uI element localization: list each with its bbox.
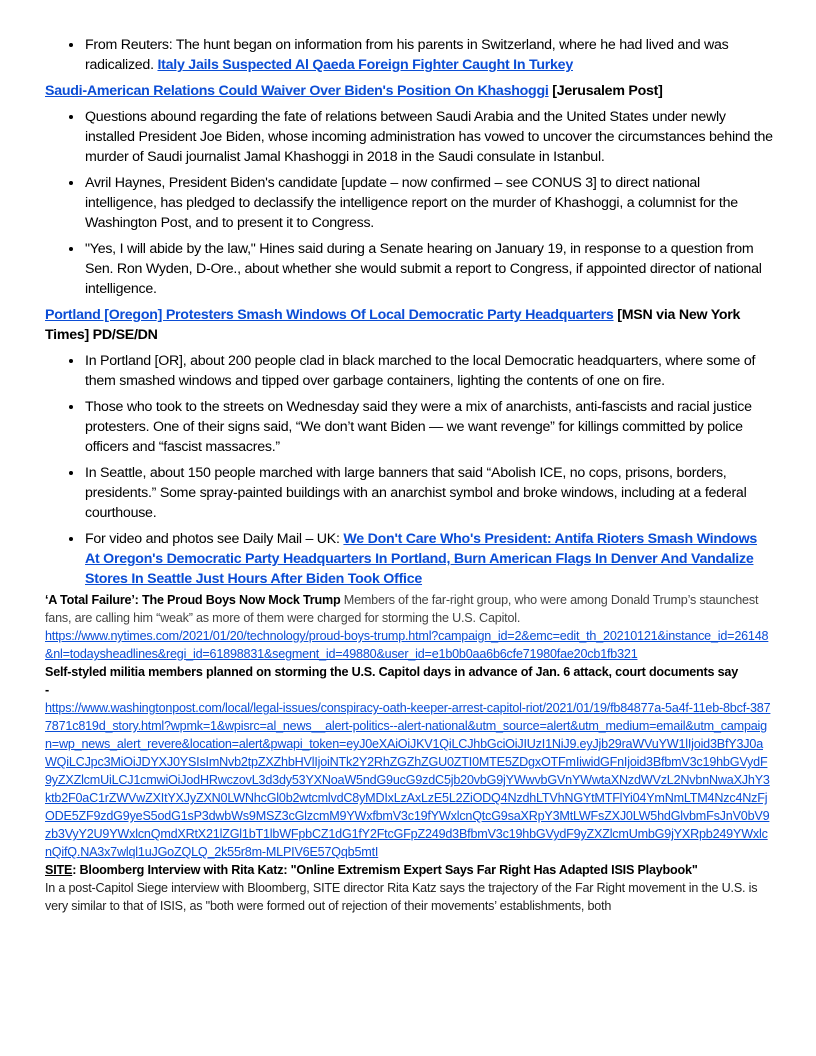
militia-title: Self-styled militia members planned on storming the U.S. Capitol days in advance of Jan. 6 attack, court documents say (45, 665, 739, 679)
list-item: In Seattle, about 150 people marched with large banners that said “Abolish ICE, no cops, prisons, borders, presidents.” Some spray-painted buildings with an anarchist symbol and broke windows, including at a federal courthouse. (85, 463, 773, 523)
saudi-bullet-list (45, 107, 773, 299)
list-item: Avril Haynes, President Biden's candidate [update – now confirmed – see CONUS 3] to direct national intelligence, has pledged to declassify the intelligence report on the murder of Khashoggi, a columnist for the Washington Post, and to present it to Congress. (85, 173, 773, 233)
list-item: Questions abound regarding the fate of relations between Saudi Arabia and the United States under newly installed President Joe Biden, whose incoming administration has vowed to uncover the circumstances behind the murder of Saudi journalist Jamal Khashoggi in 2018 in the Saudi consulate in Istanbul. (85, 109, 773, 165)
site-link[interactable]: SITE (45, 863, 73, 877)
militia-section (45, 663, 773, 861)
proud-boys-summary: Members of the far-right group, who were among Donald Trump’s staunchest fans, are calling him “weak” as more of them were charged for storming the U.S. Capitol. (45, 593, 759, 625)
list-item: In Portland [OR], about 200 people clad in black marched to the local Democratic headquarters, where some of them smashed windows and tipped over garbage containers, lighting the contents of one on fire. (85, 351, 773, 391)
list-item: "Yes, I will abide by the law," Hines said during a Senate hearing on January 19, in response to a question from Sen. Ron Wyden, D-Ore., about whether she would submit a report to Congress, if appointed director of national intelligence. (85, 239, 773, 299)
proud-boys-title: ‘A Total Failure’: The Proud Boys Now Mock Trump (45, 593, 341, 607)
bullet-text: For video and photos see Daily Mail – UK: (85, 531, 344, 547)
list-item (85, 35, 773, 75)
bullet-text: From Reuters: The hunt began on information from his parents in Switzerland, where he had lived and was radicalized. (85, 37, 729, 73)
daily-mail-article-link[interactable]: We Don't Care Who's President: Antifa Rioters Smash Windows At Oregon's Democratic Party Headquarters In Portland, Burn American Flags In Denver And Vandalize Stores In Seattle Just Hours After Biden Took Office (85, 531, 758, 587)
proud-boys-section (45, 591, 773, 663)
portland-article-link[interactable]: Portland [Oregon] Protesters Smash Windows Of Local Democratic Party Headquarters (45, 307, 614, 323)
source-label: [Jerusalem Post] (548, 83, 663, 99)
saudi-article-link[interactable]: Saudi-American Relations Could Waiver Over Biden's Position On Khashoggi (45, 83, 549, 99)
portland-heading (45, 305, 773, 345)
nytimes-url-link[interactable]: https://www.nytimes.com/2021/01/20/technology/proud-boys-trump.html?campaign_id=2&emc=edit_th_20210121&instance_id=26148&nl=todaysheadlines&regi_id=61898831&segment_id=49880&user_id=e1b0b0aa6b6cfe71980fae20cb1fb321 (45, 629, 769, 661)
site-body: In a post-Capitol Siege interview with Bloomberg, SITE director Rita Katz says the trajectory of the Far Right movement in the U.S. is very similar to that of ISIS, as "both were formed out of rejection of their movements’ establishments, both (45, 881, 758, 913)
document-page (45, 35, 773, 915)
saudi-heading (45, 81, 773, 101)
washingtonpost-url-link[interactable]: https://www.washingtonpost.com/local/legal-issues/conspiracy-oath-keeper-arrest-capitol-riot/2021/01/19/fb84877a-5a4f-11eb-8bcf-3877871c819d_story.html?wpmk=1&wpisrc=al_news__alert-politics--alert-national&utm_source=alert&utm_medium=email&utm_campaign=wp_news_alert_revere&location=alert&pwapi_token=eyJ0eXAiOiJKV1QiLCJhbGciOiJIUzI1NiJ9.eyJjb29raWVuYW1lIjoid3BfY3J0aWQiLCJpc3MiOiJDYXJ0YSIsImNvb2tpZXZhbHVlIjoiNTk2Y2RhZGZhZGU0ZTI0MTE5ZDgxOTFmIiwidGFnIjoid3BfbmV3c19hbGVydF9yZXZlcmUiLCJ1cmwiOiJodHRwczovL3d3dy53YXNoaW5ndG9ucG9zdC5jb20vbG9jYWwvbGVnYWwtaXNzdWVzL2NvbnNwaXJhY3ktb2F0aC1rZWVwZXItYXJyZXN0LWNhcGl0b2wtcmlvdC8yMDIxLzAxLzE5L2ZiODQ4NzdhLTVhNGYtMTFlYi04YmNmLTM4Nzc4NzFjODE5ZF9zdG9yeS5odG1sP3dwbWs9MSZ3cGlzcmM9YWxfbmV3c19fYWxlcnQtcG9saXRpY3MtLWFsZXJ0LW5hdGlvbmFsJnV0bV9zb3VyY2U9YWxlcnQmdXRtX21lZGl1bT1lbWFpbCZ1dG1fY2FtcGFpZ249d3BfbmV3c19hbGVydF9yZXZlcmUmbG9jYXRpb249YWxlcnQifQ.NA3x7wlql1uJGoZQLQ_2k55r8m-MLPIV6E57Qqb5mtI (45, 701, 771, 859)
intro-bullet-list (45, 35, 773, 75)
site-section (45, 861, 773, 915)
list-item: Those who took to the streets on Wednesday said they were a mix of anarchists, anti-fascists and racial justice protesters. One of their signs said, “We don’t want Biden — we want revenge” for killings committed by police officers and “fascist massacres.” (85, 397, 773, 457)
portland-bullet-list (45, 351, 773, 589)
italy-article-link[interactable]: Italy Jails Suspected Al Qaeda Foreign Fighter Caught In Turkey (157, 57, 573, 73)
site-title: : Bloomberg Interview with Rita Katz: "Online Extremism Expert Says Far Right Has Adapted ISIS Playbook" (72, 863, 698, 877)
separator-dash: - (45, 683, 49, 697)
source-label: [MSN via New York Times] PD/SE/DN (45, 307, 741, 343)
list-item (85, 529, 773, 589)
